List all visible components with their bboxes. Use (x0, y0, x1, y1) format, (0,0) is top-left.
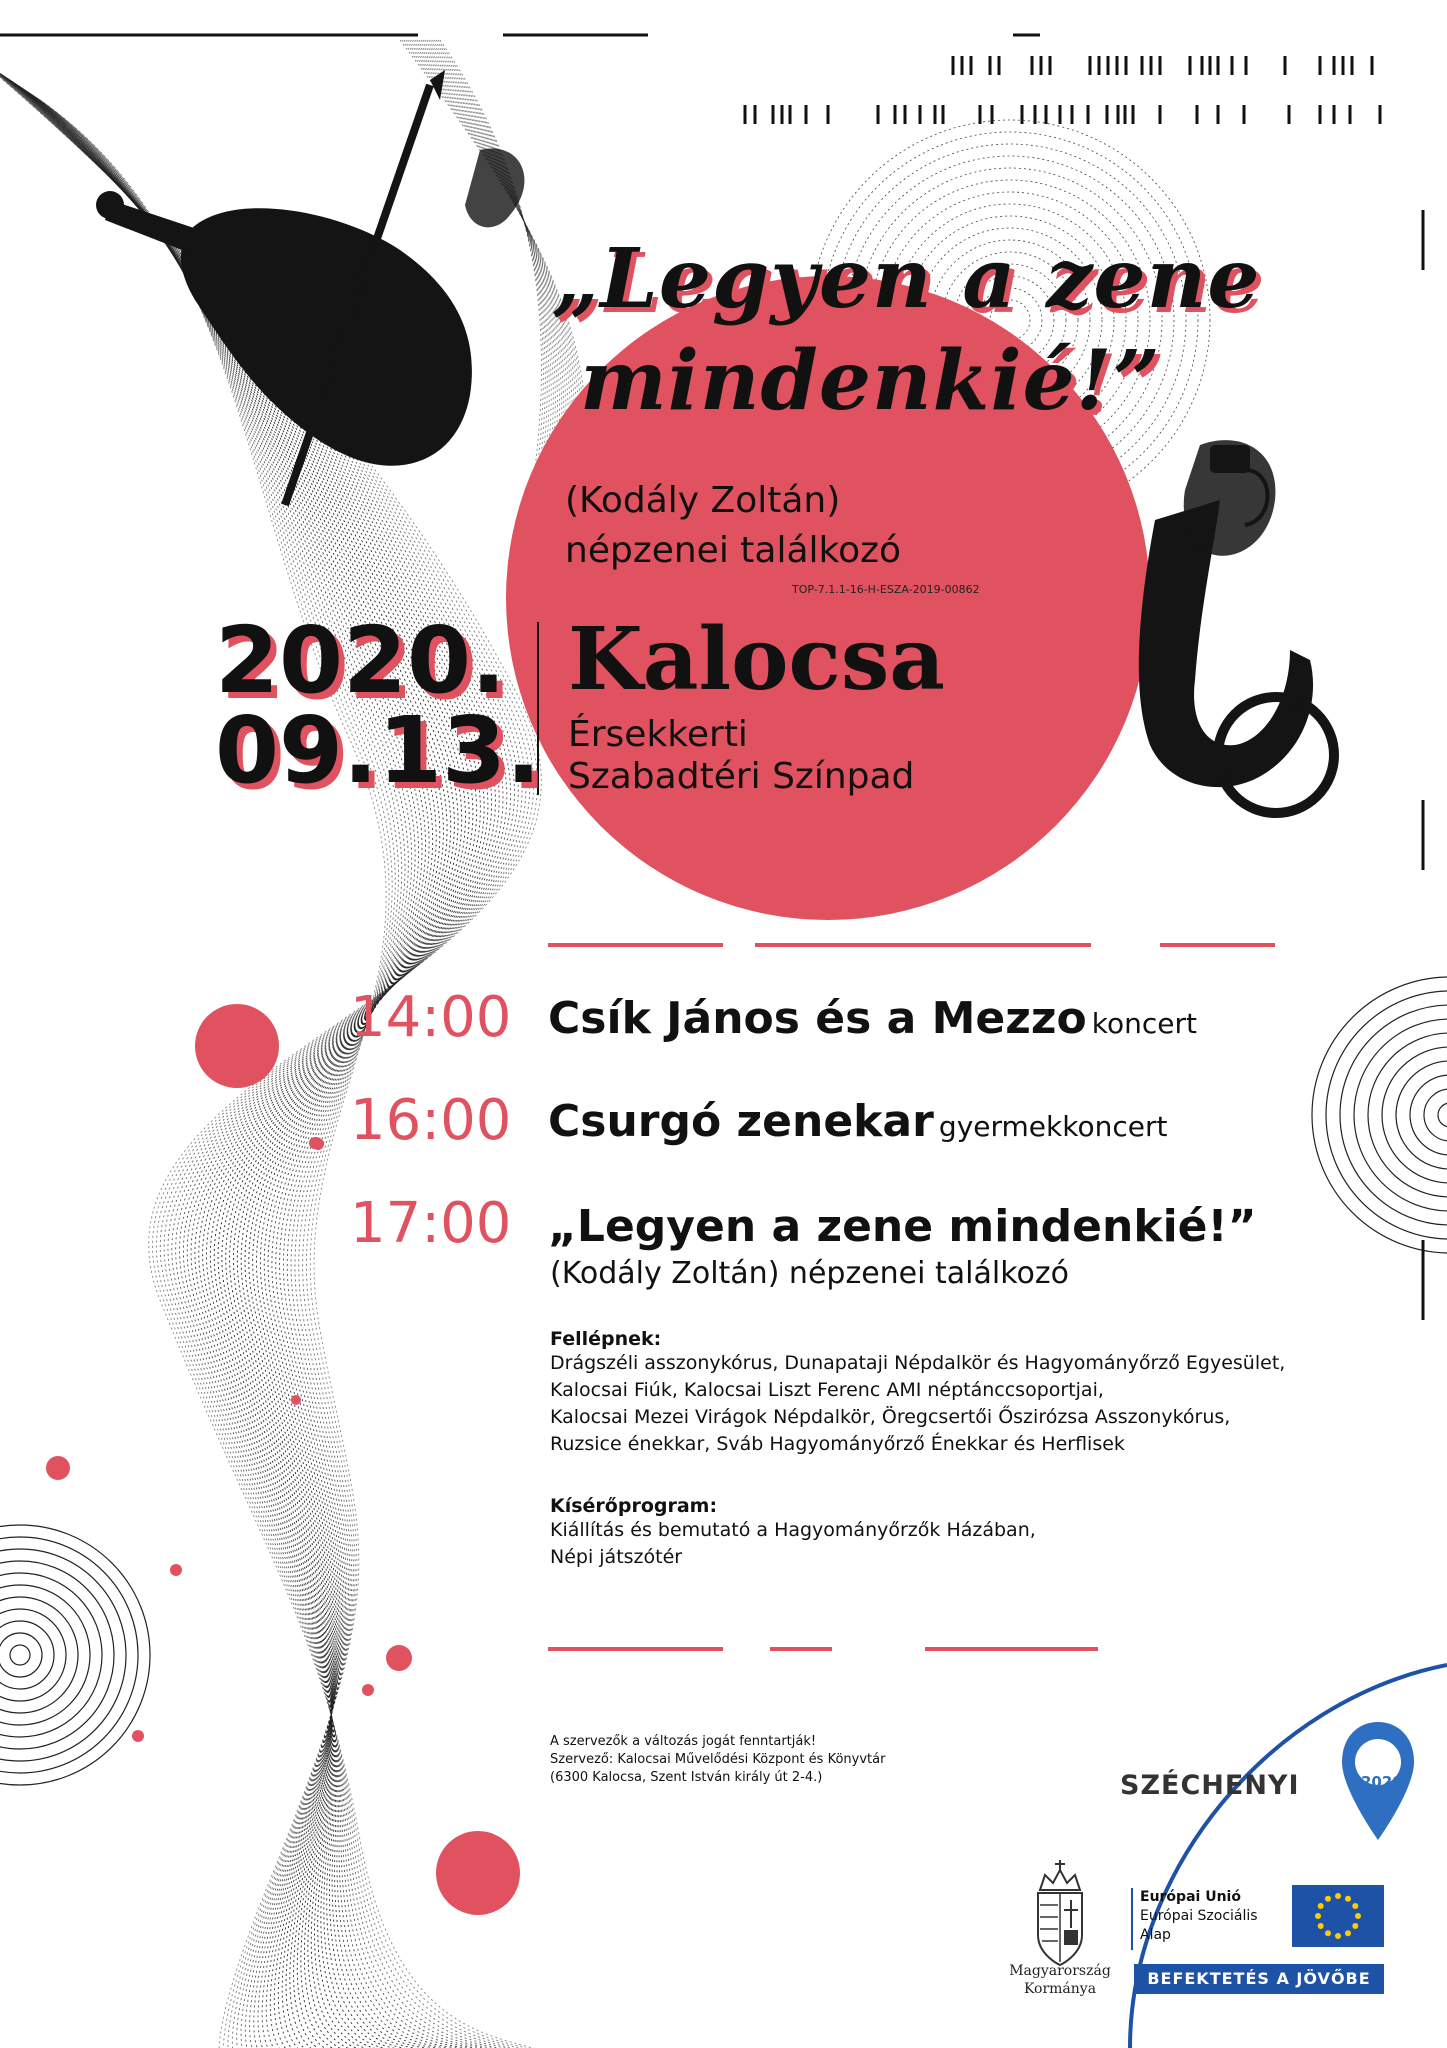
ring (0, 1585, 90, 1725)
eu-star (1318, 1903, 1324, 1909)
program-time: 16:00 (350, 1088, 512, 1153)
ring (1424, 1089, 1447, 1141)
eu-star (1318, 1923, 1324, 1929)
eu-star (1345, 1896, 1351, 1902)
program-performer: „Legyen a zene mindenkié!” (548, 1201, 1257, 1252)
ring (1438, 1103, 1447, 1127)
eu-slogan-strip: BEFEKTETÉS A JÖVŐBE (1134, 1964, 1384, 1994)
ring (0, 1633, 42, 1677)
organizer-address: (6300 Kalocsa, Szent István király út 2-4.) (550, 1770, 823, 1785)
ring (1326, 991, 1447, 1239)
program-kind: gyermekkoncert (938, 1110, 1168, 1143)
program-time: 14:00 (350, 985, 512, 1050)
violin-illustration (96, 70, 524, 505)
project-code: TOP-7.1.1-16-H-ESZA-2019-00862 (792, 583, 980, 596)
eu-star (1355, 1913, 1361, 1919)
ring (1396, 1061, 1447, 1169)
eu-star (1345, 1930, 1351, 1936)
side-program-heading: Kísérőprogram: (550, 1495, 718, 1517)
barcode-ticks (745, 56, 1380, 124)
ring (1382, 1047, 1447, 1183)
eu-star (1335, 1933, 1341, 1939)
ring (10, 1645, 30, 1665)
program-performer-row (548, 1096, 1168, 1147)
ring (0, 1537, 138, 1773)
eu-line1: Európai Unió (1140, 1889, 1241, 1905)
program-subtitle: (Kodály Zoltán) népzenei találkozó (550, 1256, 1069, 1291)
program-kind: koncert (1091, 1007, 1198, 1040)
ring (0, 1621, 54, 1689)
ring (1368, 1033, 1447, 1197)
program-row (350, 985, 512, 1050)
eu-star (1352, 1903, 1358, 1909)
eu-star (1325, 1896, 1331, 1902)
ring (1410, 1075, 1447, 1155)
concentric-rings-left (0, 1525, 150, 1785)
program-performer-row (548, 993, 1198, 1044)
concentric-rings-right (1312, 977, 1447, 1253)
event-city: Kalocsa (568, 609, 946, 710)
government-line1: Magyarország (1009, 1963, 1111, 1979)
performers-heading: Fellépnek: (550, 1328, 662, 1350)
event-date-year: 2020. (215, 607, 507, 714)
event-date-day: 09.13. (215, 697, 541, 804)
side-program-line: Kiállítás és bemutató a Hagyományőrzők Házában, (550, 1519, 1036, 1541)
eu-flag-icon (1292, 1885, 1384, 1947)
program-row (350, 1088, 512, 1153)
side-program-line: Népi játszótér (550, 1546, 683, 1568)
ring (1312, 977, 1447, 1253)
eu-star (1315, 1913, 1321, 1919)
main-title-line1: „Legyen a zene (552, 231, 1261, 327)
performers-line: Kalocsai Fiúk, Kalocsai Liszt Ferenc AMI néptánccsoportjai, (550, 1379, 1104, 1401)
performers-line: Drágszéli asszonykórus, Dunapataji Népdalkör és Hagyományőrző Egyesület, (550, 1352, 1286, 1374)
government-line2: Kormánya (1023, 1981, 1097, 1997)
program-performer: Csík János és a Mezzo (548, 993, 1087, 1044)
eu-star (1335, 1893, 1341, 1899)
main-title-line2: mindenkié!” (580, 333, 1161, 429)
performers-block (550, 1328, 1285, 1458)
eu-logo-text (1140, 1888, 1258, 1945)
eu-line3: Alap (1140, 1927, 1171, 1943)
szechenyi-year: 2020 (1361, 1773, 1403, 1791)
eu-line2: Európai Szociális (1140, 1908, 1258, 1924)
organizer-text: Szervező: Kalocsai Művelődési Központ és Könyvtár (550, 1752, 886, 1767)
side-program-block (550, 1495, 1036, 1571)
venue-line1: Érsekkerti (568, 714, 748, 755)
performers-line: Kalocsai Mezei Virágok Népdalkör, Öregcsertői Őszirózsa Asszonykórus, (550, 1406, 1231, 1428)
subtitle-line2: népzenei találkozó (565, 530, 902, 571)
organizer-note (550, 1733, 885, 1787)
eu-star (1352, 1923, 1358, 1929)
eu-star (1325, 1930, 1331, 1936)
ring (0, 1561, 114, 1749)
ring (0, 1549, 126, 1761)
szechenyi-logo-text: SZÉCHENYI (1120, 1770, 1300, 1801)
venue-line2: Szabadtéri Színpad (568, 756, 915, 797)
program-performer: Csurgó zenekar (548, 1096, 934, 1147)
disclaimer-text: A szervezők a változás jogát fenntartják! (550, 1734, 817, 1749)
program-performer-row (548, 1201, 1257, 1252)
subtitle-line1: (Kodály Zoltán) (565, 480, 841, 521)
performers-line: Ruzsice énekkar, Sváb Hagyományőrző Énekkar és Herflisek (550, 1433, 1125, 1455)
government-logo-text (990, 1962, 1130, 1998)
hungarian-coat-of-arms-icon (1038, 1860, 1082, 1965)
saxophone-illustration (1139, 440, 1334, 813)
program-time: 17:00 (350, 1191, 512, 1256)
program-row (350, 1191, 512, 1256)
